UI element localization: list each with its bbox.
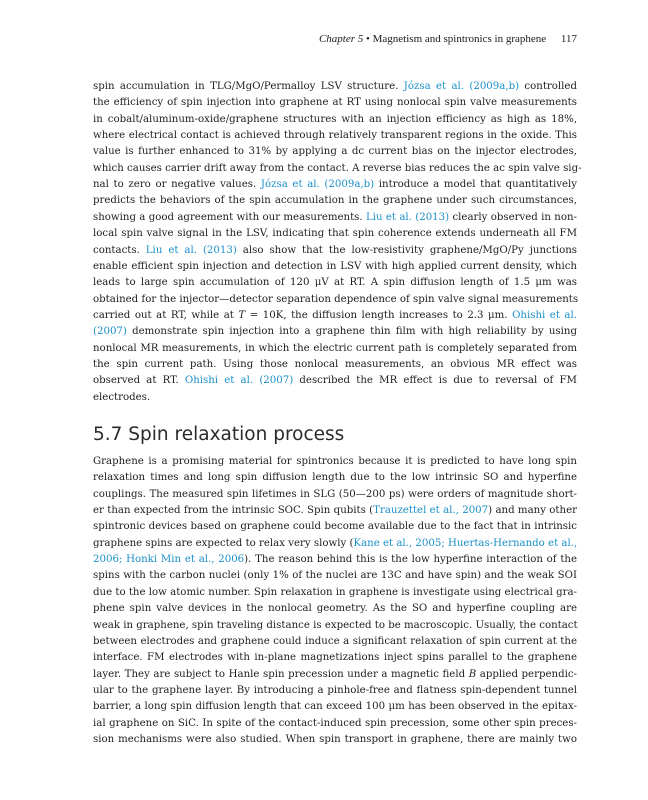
text-segment: nal to zero or negative values. xyxy=(93,179,261,191)
text-line xyxy=(93,487,577,503)
text-segment: spins with the carbon nuclei (only 1% of the nuclei are 13C and have spin) and the weak SOI xyxy=(93,570,577,582)
text-line xyxy=(93,683,577,699)
text-line xyxy=(93,144,577,160)
text-line xyxy=(93,259,577,275)
citation-link[interactable]: Józsa et al. (2009a,b) xyxy=(403,81,520,92)
text-line xyxy=(93,128,577,144)
text-segment: due to the low atomic number. Spin relaxation in graphene is investigate using electrical gra- xyxy=(93,586,577,598)
citation-link[interactable]: Trauzettel et al., 2007 xyxy=(373,505,489,517)
text-segment: ular to the graphene layer. By introducing a pinhole-free and flatness spin-dependent tunnel xyxy=(93,684,577,696)
text-segment: electrodes. xyxy=(93,391,151,403)
text-segment: ) and many other xyxy=(488,505,577,517)
text-line xyxy=(93,699,577,715)
text-segment: graphene spins are expected to relax very slowly ( xyxy=(93,537,354,549)
chapter-title: Magnetism and spintronics in graphene xyxy=(372,33,547,45)
text-line xyxy=(93,552,577,568)
text-line xyxy=(93,454,577,470)
text-line xyxy=(93,650,577,666)
text-segment: where electrical contact is achieved through relatively transparent regions in the oxide. This xyxy=(93,130,577,142)
text-segment: weak in graphene, spin traveling distance is expected to be macroscopic. Usually, the contact xyxy=(93,619,578,631)
text-line xyxy=(93,618,577,634)
text-segment: spintronic devices based on graphene could become available due to the fact that in intrinsic xyxy=(93,521,577,533)
text-line xyxy=(93,226,577,242)
text-line xyxy=(93,373,577,389)
text-segment: the spin current path. Using those nonlocal measurements, an obvious MR effect was xyxy=(93,358,577,370)
citation-link[interactable]: Liu et al. (2013) xyxy=(145,244,237,256)
text-segment: nonlocal MR measurements, in which the electric current path is completely separated from xyxy=(93,342,577,354)
text-segment: obtained for the injector—detector separation dependence of spin valve signal measurements xyxy=(93,293,579,305)
text-line xyxy=(93,341,577,357)
text-line xyxy=(93,667,577,683)
citation-link[interactable]: 2006; Honki Min et al., 2006 xyxy=(93,554,245,566)
text-line xyxy=(93,193,577,209)
text-segment: enable efficient spin injection and detection in LSV with high applied current density, which xyxy=(93,260,577,272)
text-segment: phene spin valve devices in the nonlocal geometry. As the SO and hyperfine coupling are xyxy=(93,603,577,615)
text-segment: ial graphene on SiC. In spite of the contact-induced spin precession, some other spin preces- xyxy=(93,717,577,729)
text-segment: demonstrate spin injection into a graphene thin film with high reliability by using xyxy=(126,326,577,338)
text-segment: couplings. The measured spin lifetimes in SLG (50—200 ps) were orders of magnitude short- xyxy=(93,488,577,500)
chapter-label: Chapter 5 xyxy=(318,33,364,45)
citation-link[interactable]: Józsa et al. (2009a,b) xyxy=(260,179,375,191)
page-number: 117 xyxy=(560,33,577,45)
text-line xyxy=(93,243,577,259)
text-line xyxy=(93,357,577,373)
text-line xyxy=(93,536,577,552)
text-segment: introduce a model that quantitatively xyxy=(374,179,578,191)
text-line xyxy=(93,519,577,535)
text-segment: in cobalt/aluminum-oxide/graphene structures with an injection efficiency as high as 18%, xyxy=(93,113,577,125)
text-line xyxy=(93,585,577,601)
text-segment: observed at RT. xyxy=(93,375,185,387)
text-line xyxy=(93,292,577,308)
text-line xyxy=(93,210,577,226)
text-line xyxy=(93,568,577,584)
text-segment: er than expected from the intrinsic SOC. Spin qubits ( xyxy=(93,505,374,517)
text-segment: leads to large spin accumulation of 120 μV at RT. A spin diffusion length of 1.5 μm was xyxy=(93,277,577,289)
text-segment: layer. They are subject to Hanle spin precession under a magnetic field B applied perpendic- xyxy=(93,668,577,680)
text-segment: value is further enhanced to 31% by applying a dc current bias on the injector electrodes, xyxy=(93,146,577,158)
citation-link[interactable]: Kane et al., 2005; Huertas-Hernando et al., xyxy=(353,537,578,549)
text-line xyxy=(93,161,582,177)
text-line xyxy=(93,732,577,748)
text-segment: predicts the behaviors of the spin accumulation in the graphene under such circumstances, xyxy=(93,195,577,207)
text-line xyxy=(93,601,577,617)
text-segment: the efficiency of spin injection into graphene at RT using nonlocal spin valve measurements xyxy=(93,97,577,109)
text-segment: barrier, a long spin diffusion length that can exceed 100 μm has been observed in the epitax- xyxy=(93,701,577,713)
text-segment: showing a good agreement with our measurements. xyxy=(93,211,366,223)
header-bullet: • xyxy=(366,33,370,45)
text-line xyxy=(93,177,577,193)
text-segment: carried out at RT, while at T = 10K, the diffusion length increases to 2.3 μm. xyxy=(93,309,513,321)
text-line xyxy=(93,324,577,340)
text-segment: sion mechanisms were also studied. When spin transport in graphene, there are mainly two xyxy=(93,733,577,745)
text-segment: also show that the low-resistivity graphene/MgO/Py junctions xyxy=(236,244,577,256)
text-segment: which causes carrier drift away from the contact. A reverse bias reduces the ac spin valve sig- xyxy=(93,162,582,174)
text-line xyxy=(93,275,577,291)
citation-link[interactable]: (2007) xyxy=(93,326,127,338)
text-line xyxy=(93,79,577,95)
citation-link[interactable]: Liu et al. (2013) xyxy=(365,211,450,223)
text-segment: spin accumulation in TLG/MgO/Permalloy LSV structure. xyxy=(93,81,404,92)
text-segment: ). The reason behind this is the low hyperfine interaction of the xyxy=(244,554,577,566)
text-segment: local spin valve signal in the LSV, indicating that spin coherence extends underneath all FM xyxy=(93,228,577,240)
text-segment: interface. FM electrodes with in-plane magnetizations inject spins parallel to the graphene xyxy=(93,652,577,664)
text-line xyxy=(93,503,577,519)
text-segment: controlled xyxy=(519,81,577,92)
text-segment: clearly observed in non- xyxy=(449,211,577,223)
section-heading: 5.7 Spin relaxation process xyxy=(93,424,345,445)
text-line xyxy=(93,112,577,128)
text-segment: contacts. xyxy=(93,244,146,256)
running-header xyxy=(0,33,577,45)
text-line xyxy=(93,716,577,732)
text-line xyxy=(93,390,577,406)
text-line xyxy=(93,470,577,486)
text-segment: between electrodes and graphene could induce a significant relaxation of spin current at the xyxy=(93,635,577,647)
text-segment: relaxation times and long spin diffusion length due to the low intrinsic SO and hyperfine xyxy=(93,472,577,484)
citation-link[interactable]: Ohishi et al. xyxy=(512,309,577,321)
text-segment: described the MR effect is due to reversal of FM xyxy=(293,375,577,387)
text-line xyxy=(93,634,577,650)
citation-link[interactable]: Ohishi et al. (2007) xyxy=(184,375,294,387)
text-line xyxy=(93,95,577,111)
text-line xyxy=(93,308,577,324)
text-segment: Graphene is a promising material for spintronics because it is predicted to have long spin xyxy=(93,456,577,467)
